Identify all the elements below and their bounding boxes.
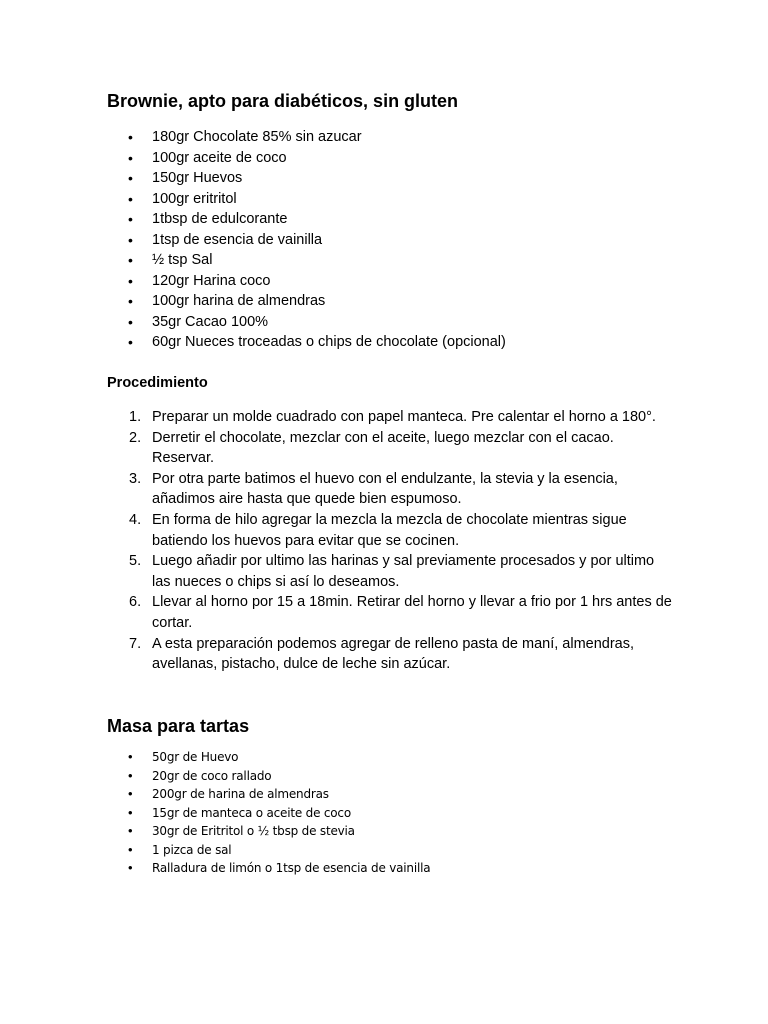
bullet-icon: • xyxy=(128,272,133,289)
list-item: 1. Preparar un molde cuadrado con papel manteca. Pre calentar el horno a 180°. xyxy=(107,407,672,428)
list-item: • 100gr aceite de coco xyxy=(107,148,506,169)
list-item: 3. Por otra parte batimos el huevo con el endulzante, la stevia y la esencia, añadimos aire hasta que quede bien espumoso. xyxy=(129,470,618,508)
procedure-title: Procedimiento xyxy=(107,375,208,391)
list-item: • 30gr de Eritritol o ½ tbsp de stevia xyxy=(107,822,430,841)
list-item: • 15gr de manteca o aceite de coco xyxy=(107,804,430,823)
list-item: • ½ tsp Sal xyxy=(107,250,506,271)
list-item: 2. Derretir el chocolate, mezclar con el aceite, luego mezclar con el cacao. Reservar. xyxy=(129,429,614,467)
step-number: 2. xyxy=(129,429,142,446)
list-item: • 60gr Nueces troceadas o chips de chocolate (opcional) xyxy=(107,332,506,353)
bullet-icon: • xyxy=(128,211,133,227)
recipe2-title: Masa para tartas xyxy=(107,716,250,736)
recipe1-ingredients-list xyxy=(107,127,506,353)
list-item: 5. Luego añadir por ultimo las harinas y sal previamente procesados y por ultimo las nueces o chips si así lo deseamos. xyxy=(129,553,655,590)
list-item: • Ralladura de limón o 1tsp de esencia de vainilla xyxy=(107,859,430,878)
list-item: • 35gr Cacao 100% xyxy=(107,312,506,333)
step-number: 7. xyxy=(129,635,142,652)
bullet-icon: • xyxy=(128,860,133,875)
list-item: • 180gr Chocolate 85% sin azucar xyxy=(107,127,506,148)
list-item: 4. En forma de hilo agregar la mezcla la mezcla de chocolate mientras sigue batiendo los huevos para evitar que se cocinen. xyxy=(129,511,627,549)
list-item: • 50gr de Huevo xyxy=(107,748,430,767)
bullet-icon: • xyxy=(128,252,133,268)
list-item: • 1tbsp de edulcorante xyxy=(107,209,506,230)
list-item: • 200gr de harina de almendras xyxy=(107,785,430,804)
bullet-icon: • xyxy=(128,190,133,207)
bullet-icon: • xyxy=(128,749,133,764)
bullet-icon: • xyxy=(128,129,133,145)
recipe2-ingredients-list xyxy=(107,748,430,878)
step-number: 6. xyxy=(129,594,142,611)
bullet-icon: • xyxy=(128,334,133,350)
list-item: • 1tsp de esencia de vainilla xyxy=(107,230,506,251)
list-item: • 100gr eritritol xyxy=(107,189,506,210)
list-item: • 100gr harina de almendras xyxy=(107,291,506,312)
bullet-icon: • xyxy=(128,841,133,857)
list-item: • 120gr Harina coco xyxy=(107,271,506,292)
step-number: 4. xyxy=(129,511,142,528)
list-item: • 20gr de coco rallado xyxy=(107,767,430,786)
list-item: • 1 pizca de sal xyxy=(107,841,430,860)
bullet-icon: • xyxy=(128,231,133,248)
bullet-icon: • xyxy=(128,149,133,166)
list-item: 7. A esta preparación podemos agregar de relleno pasta de maní, almendras, avellanas, pistacho, dulce de leche sin azúcar. xyxy=(129,635,635,673)
recipe1-title: Brownie, apto para diabéticos, sin gluten xyxy=(107,91,459,111)
step-number: 5. xyxy=(129,553,142,570)
step-number: 1. xyxy=(129,409,142,425)
bullet-icon: • xyxy=(128,767,133,783)
bullet-icon: • xyxy=(128,786,133,801)
list-item: 6. Llevar al horno por 15 a 18min. Retirar del horno y llevar a frio por 1 hrs antes de cortar. xyxy=(129,594,672,631)
bullet-icon: • xyxy=(128,293,133,309)
bullet-icon: • xyxy=(128,313,133,330)
procedure-steps-list xyxy=(107,407,672,675)
list-item: • 150gr Huevos xyxy=(107,168,506,189)
step-number: 3. xyxy=(129,470,142,487)
bullet-icon: • xyxy=(128,170,133,186)
bullet-icon: • xyxy=(128,804,133,820)
bullet-icon: • xyxy=(128,823,133,838)
